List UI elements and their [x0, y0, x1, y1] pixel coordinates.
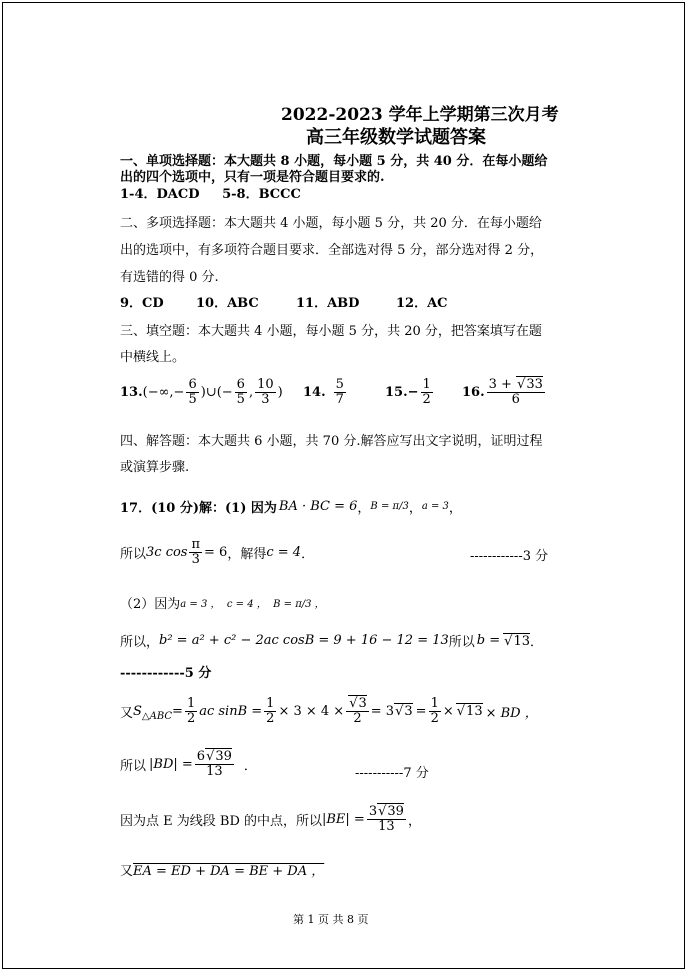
q17-area-prefix: 又	[120, 705, 134, 721]
section1-line1: 一、单项选择题：本大题共 8 小题，每小题 5 分，共 40 分．在每小题给	[120, 154, 548, 169]
q17-bd-expr: |BD| =	[149, 756, 193, 772]
q17-area-eq7: × BD ，	[485, 705, 538, 721]
q17-sqrt3-den: 2	[353, 710, 362, 726]
q17-area-line	[120, 697, 538, 725]
q17-bd-num	[195, 750, 234, 765]
page-footer: 第 1 页 共 8 页	[293, 913, 369, 926]
q17-so-text: 所以	[120, 546, 147, 562]
q17-b-line	[120, 631, 543, 650]
q14-num: 5	[335, 377, 344, 392]
q17-bd-frac	[195, 750, 234, 778]
q13-part-c: ,	[248, 384, 254, 400]
section4-line1: 四、解答题：本大题共 6 小题，共 70 分.解答应写出文字说明，证明过程	[120, 434, 543, 449]
q15-label: 15.−	[385, 384, 419, 400]
answer-10: 10．ABC	[196, 296, 259, 311]
q17-part2-line	[120, 593, 325, 612]
q17-sqrt3: √ 3	[348, 695, 367, 711]
q17-sqrt3-frac	[346, 697, 369, 725]
q17-sep2: ，	[408, 501, 422, 516]
q17-three: 3	[191, 551, 200, 567]
section2-line2: 出的选项中，有多项符合题目要求．全部选对得 5 分，部分选对得 2 分，	[120, 243, 544, 258]
q17-bd-line	[120, 750, 257, 778]
q17-intro: 17．(10 分)解：(1) 因为	[120, 501, 277, 516]
section4-line2: 或演算步骤.	[120, 460, 190, 475]
q17-b-result-text: 所以	[448, 635, 475, 650]
q17-e-num-a: 3	[368, 804, 378, 819]
section3-line1: 三、填空题：本大题共 4 小题，每小题 5 分，共 20 分，把答案填写在题	[120, 324, 542, 339]
q17-area-eq4: = 3	[370, 703, 395, 719]
q13-frac1	[186, 378, 198, 406]
q17-bd-text: 所以	[120, 758, 147, 774]
answer-15	[385, 378, 435, 406]
q13-part-a: (−∞,−	[142, 384, 185, 400]
q17-dot-product: BA · BC = 6	[278, 499, 358, 514]
q15-num: 1	[422, 377, 431, 392]
q13-den1: 5	[188, 391, 197, 407]
answer-13	[120, 378, 283, 406]
q17-solve-text: ，解得	[227, 546, 267, 562]
q16-num-a: 3 +	[488, 377, 512, 392]
q17-area-eq1: =	[172, 703, 183, 719]
q17-half1-num: 1	[186, 696, 196, 711]
q13-part-b: )∪(−	[200, 384, 233, 400]
q17-half1-den: 2	[186, 710, 196, 726]
answer-9: 9．CD	[120, 296, 164, 311]
q17-step1-expr-a: 3c cos	[146, 544, 188, 560]
q17-half2-den: 2	[266, 710, 275, 726]
q17-half2-num: 1	[266, 696, 275, 711]
q13-den3: 3	[261, 391, 270, 407]
q17-area-sqrt3: √ 3	[394, 703, 413, 719]
q17-step1-period: ．	[301, 546, 315, 562]
q13-frac2	[235, 378, 247, 406]
q17-be-line	[120, 805, 421, 833]
q16-num	[487, 378, 545, 393]
q17-b-result-a: b =	[476, 633, 501, 648]
q17-given-b: B = π/3	[370, 501, 409, 512]
q17-b-so: 所以，	[120, 635, 160, 650]
q14-label: 14.	[303, 384, 326, 400]
section3-line2: 中横线上。	[120, 350, 186, 365]
q17-area-eq2: ac sinB =	[199, 703, 263, 719]
q16-den: 6	[511, 391, 520, 407]
q17-part2-intro: （2）因为	[120, 597, 181, 612]
answer-11: 11．ABD	[296, 296, 360, 311]
q17-b-result-end: ．	[530, 635, 544, 650]
q17-b-formula: b² = a² + c² − 2ac cosB = 9 + 16 − 12 = 13	[159, 633, 449, 648]
q17-e-end: ，	[407, 813, 421, 829]
section2-line3: 有选错的得 0 分.	[120, 270, 219, 285]
q17-e-num	[367, 805, 406, 820]
section1-answers: 1-4．DACD 5-8．BCCC	[120, 187, 301, 202]
q13-label: 13.	[120, 384, 143, 400]
q17-vector-line	[120, 860, 324, 879]
q17-half-1	[185, 697, 197, 725]
q17-e-frac	[367, 805, 406, 833]
q17-area-sqrt13: √ 13	[456, 703, 483, 719]
q17-last-prefix: 又	[120, 864, 134, 879]
q17-bd-num-sqrt: √ 39	[205, 748, 232, 764]
q17-sep1: ，	[357, 501, 371, 516]
q17-pi-frac	[189, 538, 202, 566]
q17-step1-line	[120, 538, 314, 566]
answer-16	[462, 378, 547, 406]
q17-intro-line	[120, 497, 462, 516]
q17-half-2	[264, 697, 276, 725]
q14-frac	[334, 378, 346, 406]
q17-b-result-sqrt: √ 13	[503, 633, 530, 649]
q17-bd-end: ．	[243, 758, 257, 774]
q16-num-sqrt: √ 33	[516, 376, 543, 392]
q17-pi: π	[191, 537, 201, 552]
q13-num2: 6	[236, 377, 245, 392]
q17-area-sub: △ABC	[141, 710, 173, 722]
section1-line2: 出的四个选项中，只有一项是符合题目要求的.	[120, 170, 385, 185]
q17-last-expr: EA = ED + DA = BE + DA ，	[133, 864, 325, 879]
q17-area-eq3: × 3 × 4 ×	[278, 703, 345, 719]
q16-frac	[487, 378, 545, 406]
q17-e-den: 13	[378, 818, 395, 834]
q13-den2: 5	[236, 391, 245, 407]
q17-part2-given: a = 3 ， c = 4 ， B = π/3 ，	[180, 599, 325, 610]
q17-half3-num: 1	[430, 696, 439, 711]
q17-e-num-sqrt: √ 39	[377, 803, 404, 819]
q17-e-text: 因为点 E 为线段 BD 的中点，所以	[120, 813, 322, 829]
q17-sep3: ，	[448, 501, 462, 516]
q15-frac	[421, 378, 433, 406]
q15-den: 2	[422, 391, 431, 407]
q17-score-3: -----------7 分	[355, 766, 429, 781]
q17-given-a: a = 3	[421, 501, 449, 512]
title-line-1: 2022-2023 学年上学期第三次月考	[281, 105, 559, 125]
answer-12: 12．AC	[396, 296, 448, 311]
q17-sqrt3-num	[346, 697, 369, 712]
q17-half3-den: 2	[430, 710, 439, 726]
section2-line1: 二、多项选择题：本大题共 4 小题，每小题 5 分，共 20 分．在每小题给	[120, 216, 542, 231]
q13-num1: 6	[188, 377, 197, 392]
q17-solve-val: c = 4	[266, 544, 302, 560]
q17-score-1: ------------3 分	[470, 549, 549, 564]
q17-e-expr: |BE| =	[322, 811, 365, 827]
q17-half-3	[429, 697, 441, 725]
q17-bd-num-a: 6	[196, 749, 206, 764]
q17-bd-den: 13	[206, 763, 223, 779]
q13-part-d: )	[277, 384, 283, 400]
q16-label: 16.	[462, 384, 485, 400]
title-line-2: 高三年级数学试题答案	[306, 127, 486, 148]
q17-area-eq6: ×	[442, 703, 454, 719]
q13-frac3	[255, 378, 276, 406]
q17-area-s: S	[133, 703, 142, 719]
q17-score-2: ------------5 分	[120, 666, 212, 681]
answer-14	[303, 378, 348, 406]
q14-den: 7	[335, 391, 344, 407]
q17-area-eq5: =	[415, 703, 427, 719]
q17-step1-expr-b: = 6	[204, 544, 228, 560]
q13-num3: 10	[257, 377, 274, 392]
